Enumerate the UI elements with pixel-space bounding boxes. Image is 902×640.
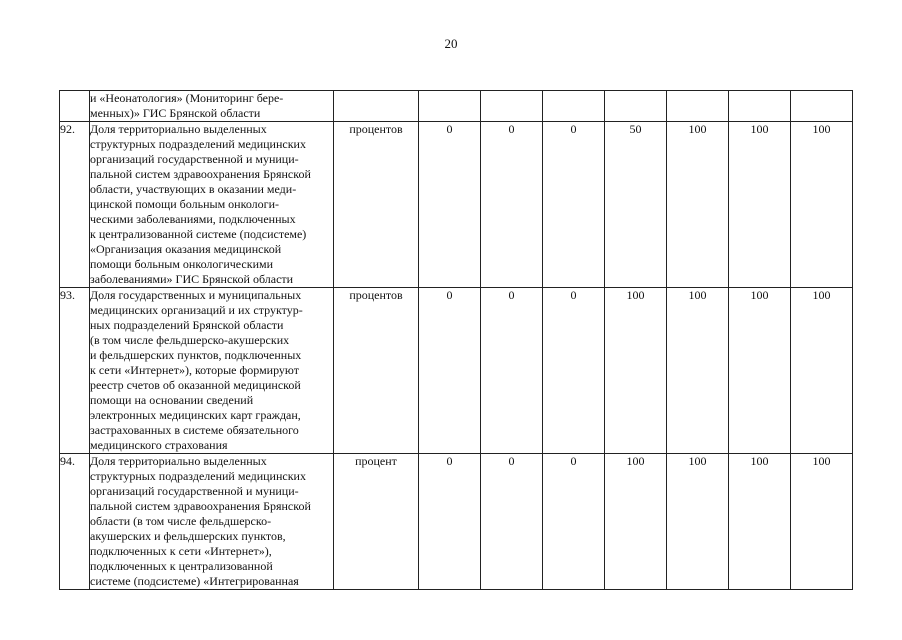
page-number: 20 <box>444 36 458 51</box>
description-line: цинской помощи больным онкологи- <box>90 197 279 211</box>
description-line: пальной систем здравоохранения Брянской <box>90 167 311 181</box>
value-cell <box>791 91 853 122</box>
description-line: организаций государственной и муници- <box>90 484 299 498</box>
description-line: застрахованных в системе обязательного <box>90 423 299 437</box>
unit-of-measure <box>334 91 419 122</box>
value-cell: 50 <box>605 122 667 288</box>
description-line: «Организация оказания медицинской <box>90 242 282 256</box>
value-cell: 100 <box>729 288 791 454</box>
value-cell: 0 <box>481 454 543 590</box>
value-cell: 0 <box>481 288 543 454</box>
indicators-table-body <box>60 91 853 590</box>
description-line: структурных подразделений медицинских <box>90 469 306 483</box>
description-line: структурных подразделений медицинских <box>90 137 306 151</box>
description-line: Доля государственных и муниципальных <box>90 288 302 302</box>
indicator-description <box>90 454 334 590</box>
value-cell: 0 <box>543 454 605 590</box>
description-line: ных подразделений Брянской области <box>90 318 284 332</box>
value-cell: 100 <box>605 288 667 454</box>
value-cell <box>419 91 481 122</box>
value-cell <box>605 91 667 122</box>
indicator-description <box>90 288 334 454</box>
value-cell: 100 <box>667 454 729 590</box>
value-cell: 0 <box>481 122 543 288</box>
description-line: области (в том числе фельдшерско- <box>90 514 272 528</box>
description-line: реестр счетов об оказанной медицинской <box>90 378 301 392</box>
description-line: (в том числе фельдшерско-акушерских <box>90 333 290 347</box>
row-number: 92. <box>60 122 90 288</box>
description-line: и «Неонатология» (Мониторинг бере- <box>90 91 284 105</box>
description-line: акушерских и фельдшерских пунктов, <box>90 529 286 543</box>
table-row <box>60 288 853 454</box>
value-cell: 0 <box>419 454 481 590</box>
unit-of-measure: процентов <box>334 122 419 288</box>
description-line: Доля территориально выделенных <box>90 454 267 468</box>
description-line: медицинских организаций и их структур- <box>90 303 303 317</box>
value-cell: 0 <box>543 288 605 454</box>
value-cell: 100 <box>667 122 729 288</box>
description-line: Доля территориально выделенных <box>90 122 267 136</box>
description-line: электронных медицинских карт граждан, <box>90 408 301 422</box>
indicator-description <box>90 91 334 122</box>
value-cell <box>543 91 605 122</box>
description-line: помощи на основании сведений <box>90 393 254 407</box>
indicators-table <box>59 90 853 590</box>
value-cell: 100 <box>605 454 667 590</box>
indicator-description <box>90 122 334 288</box>
description-line: области, участвующих в оказании меди- <box>90 182 297 196</box>
table-row <box>60 454 853 590</box>
description-line: системе (подсистеме) «Интегрированная <box>90 574 299 588</box>
value-cell: 100 <box>667 288 729 454</box>
value-cell: 100 <box>791 122 853 288</box>
description-line: заболеваниями» ГИС Брянской области <box>90 272 294 286</box>
description-line: менных)» ГИС Брянской области <box>90 106 261 120</box>
row-number: 93. <box>60 288 90 454</box>
description-line: подключенных к централизованной <box>90 559 273 573</box>
description-line: и фельдшерских пунктов, подключенных <box>90 348 302 362</box>
unit-of-measure: процент <box>334 454 419 590</box>
description-line: к сети «Интернет»), которые формируют <box>90 363 299 377</box>
value-cell <box>729 91 791 122</box>
description-line: помощи больным онкологическими <box>90 257 274 271</box>
table-row <box>60 122 853 288</box>
value-cell: 100 <box>729 122 791 288</box>
description-line: пальной систем здравоохранения Брянской <box>90 499 311 513</box>
description-line: к централизованной системе (подсистеме) <box>90 227 307 241</box>
value-cell: 100 <box>791 288 853 454</box>
value-cell: 0 <box>543 122 605 288</box>
description-line: медицинского страхования <box>90 438 228 452</box>
table-row <box>60 91 853 122</box>
value-cell: 0 <box>419 288 481 454</box>
row-number <box>60 91 90 122</box>
unit-of-measure: процентов <box>334 288 419 454</box>
description-line: подключенных к сети «Интернет»), <box>90 544 272 558</box>
row-number: 94. <box>60 454 90 590</box>
value-cell: 100 <box>729 454 791 590</box>
description-line: организаций государственной и муници- <box>90 152 299 166</box>
value-cell <box>667 91 729 122</box>
value-cell <box>481 91 543 122</box>
value-cell: 0 <box>419 122 481 288</box>
description-line: ческими заболеваниями, подключенных <box>90 212 296 226</box>
value-cell: 100 <box>791 454 853 590</box>
